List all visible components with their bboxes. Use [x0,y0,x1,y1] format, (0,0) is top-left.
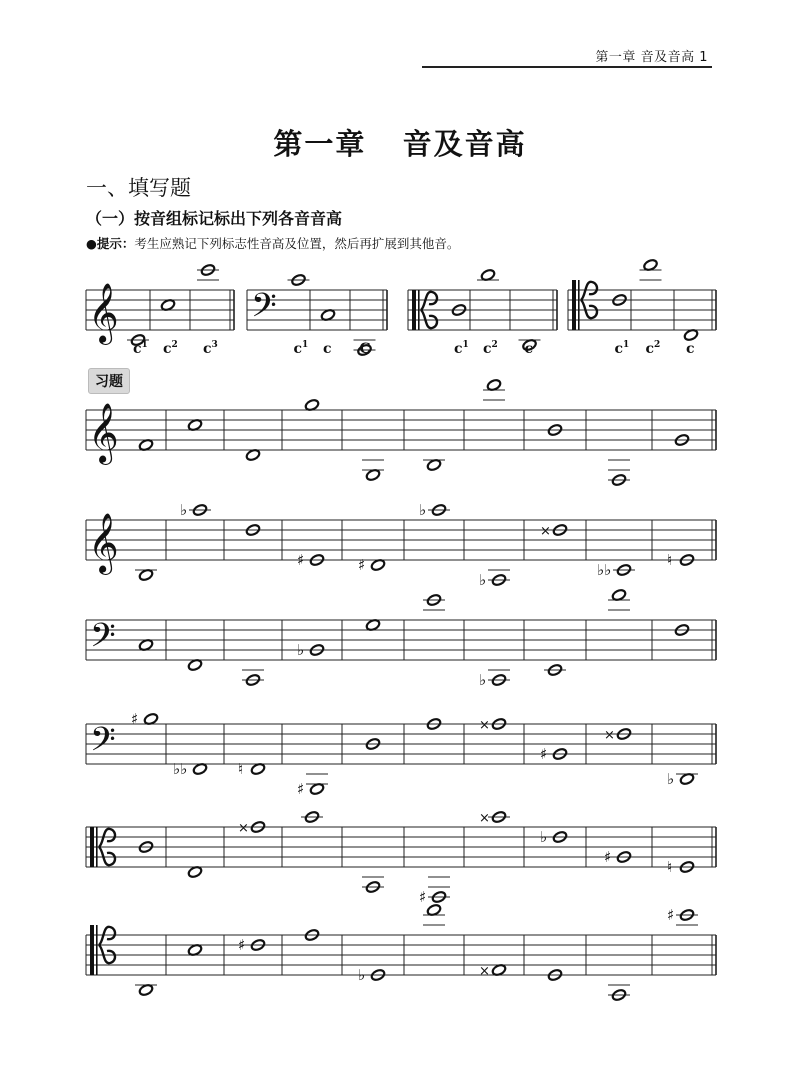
c-clef-thin-bar [96,827,98,867]
c-clef-thin-bar [578,280,580,330]
pitch-label: c [686,341,695,357]
pitch-label: $c^1$ [614,340,630,357]
pitch-label: $c^3$ [203,340,218,357]
pitch-label-superscript: 2 [491,340,498,350]
accidental-sharp: ♯ [297,551,305,569]
pitch-label-superscript: 1 [462,340,469,350]
accidental-flat: ♭ [419,501,427,519]
tenor-clef-icon [90,925,115,975]
subsection-heading: （一）按音组标记标出下列各音音高 [86,209,343,228]
example-staff-4 [568,258,716,357]
accidental-sharp: ♯ [419,888,427,906]
accidental-natural: ♮ [667,858,673,876]
page-number: 1 [699,50,708,65]
exercise-staff-2 [86,501,716,589]
example-staff-1 [86,263,234,357]
accidental-flat: ♭ [667,770,675,788]
c-clef-lower-curve [99,847,115,865]
running-header-title: 音及音高 [640,50,695,65]
accidental-sharp: ♯ [297,780,305,798]
treble-clef-icon [88,283,119,345]
treble-clef-icon [88,513,119,575]
exercise-staff-6 [86,903,716,1001]
exercise-staff-4 [86,710,716,798]
accidental-natural: ♮ [238,760,244,778]
pitch-label: C [359,341,371,357]
c-clef-upper-curve [99,829,115,847]
treble-clef-icon [88,403,119,465]
c-clef-thick-bar [412,290,416,330]
treble-clef-glyph: 𝄞 [88,403,119,463]
accidental-flat: ♭ [358,966,366,984]
accidental-double-sharp: × [238,821,249,836]
accidental-flat: ♭ [297,641,305,659]
c-clef-thin-bar [96,925,98,975]
c-clef-thick-bar [90,827,94,867]
c-clef-thin-bar [418,290,420,330]
example-staff-2 [247,273,387,357]
pitch-label: c [524,341,534,357]
pitch-label-superscript: 1 [302,340,309,350]
accidental-double-sharp: × [604,728,615,743]
accidental-sharp: ♯ [131,710,139,728]
accidental-sharp: ♯ [540,745,548,763]
exercise-badge: 习题 [88,368,130,394]
pitch-label: $c^2$ [645,340,661,357]
c-clef-upper-curve [99,927,115,945]
hint-label: ●提示： [86,236,135,251]
bass-clef-icon [90,617,116,663]
tenor-clef-icon [572,280,597,330]
c-clef-thick-bar [90,925,94,975]
pitch-label: c [323,341,332,357]
accidental-double-sharp: × [479,718,490,733]
accidental-flat: ♭ [479,571,487,589]
exercise-staff-1 [86,378,716,486]
pitch-label-superscript: 1 [141,340,148,350]
accidental-double-sharp: × [540,524,551,539]
c-clef-upper-curve [581,282,597,300]
c-clef-thick-bar [572,280,576,330]
bass-clef-glyph: 𝄢 [90,721,116,767]
bass-clef-icon [90,721,116,767]
exercise-staff-5 [86,810,716,906]
accidental-double-sharp: × [479,811,490,826]
example-staff-3 [408,268,557,357]
accidental-double-flat: ♭♭ [173,760,188,778]
pitch-label-superscript: 1 [623,340,630,350]
bass-clef-icon [251,287,277,333]
chapter-title-text: 音及音高 [402,127,527,161]
bass-clef-glyph: 𝄢 [251,287,277,333]
pitch-label-superscript: 2 [171,340,178,350]
chapter-title-chapter: 第一章 [273,127,367,161]
accidental-double-flat: ♭♭ [597,561,612,579]
exercise-staff-3 [86,588,716,689]
hint-text: 考生应熟记下列标志性音高及位置，然后再扩展到其他音。 [134,236,460,251]
accidental-sharp: ♯ [667,906,675,924]
c-clef-lower-curve [581,300,597,318]
c-clef-lower-curve [99,945,115,963]
treble-clef-glyph: 𝄞 [88,513,119,573]
accidental-flat: ♭ [540,828,548,846]
section-heading: 一、填写题 [86,176,191,200]
c-clef-lower-curve [421,310,437,328]
c-clef-upper-curve [421,292,437,310]
accidental-flat: ♭ [180,501,188,519]
pitch-label-superscript: 3 [211,340,218,350]
pitch-label: $c^2$ [483,340,498,357]
accidental-double-sharp: × [479,964,490,979]
bass-clef-glyph: 𝄢 [90,617,116,663]
pitch-label-superscript: 2 [654,340,661,350]
pitch-label: $c^1$ [293,340,309,357]
treble-clef-glyph: 𝄞 [88,283,119,343]
pitch-label: $c^1$ [133,340,148,357]
accidental-sharp: ♯ [238,936,246,954]
running-header-chapter: 第一章 [595,50,636,65]
pitch-label: $c^1$ [454,340,469,357]
accidental-sharp: ♯ [358,556,366,574]
accidental-sharp: ♯ [604,848,612,866]
accidental-natural: ♮ [667,551,673,569]
pitch-label: $c^2$ [163,340,178,357]
accidental-flat: ♭ [479,671,487,689]
